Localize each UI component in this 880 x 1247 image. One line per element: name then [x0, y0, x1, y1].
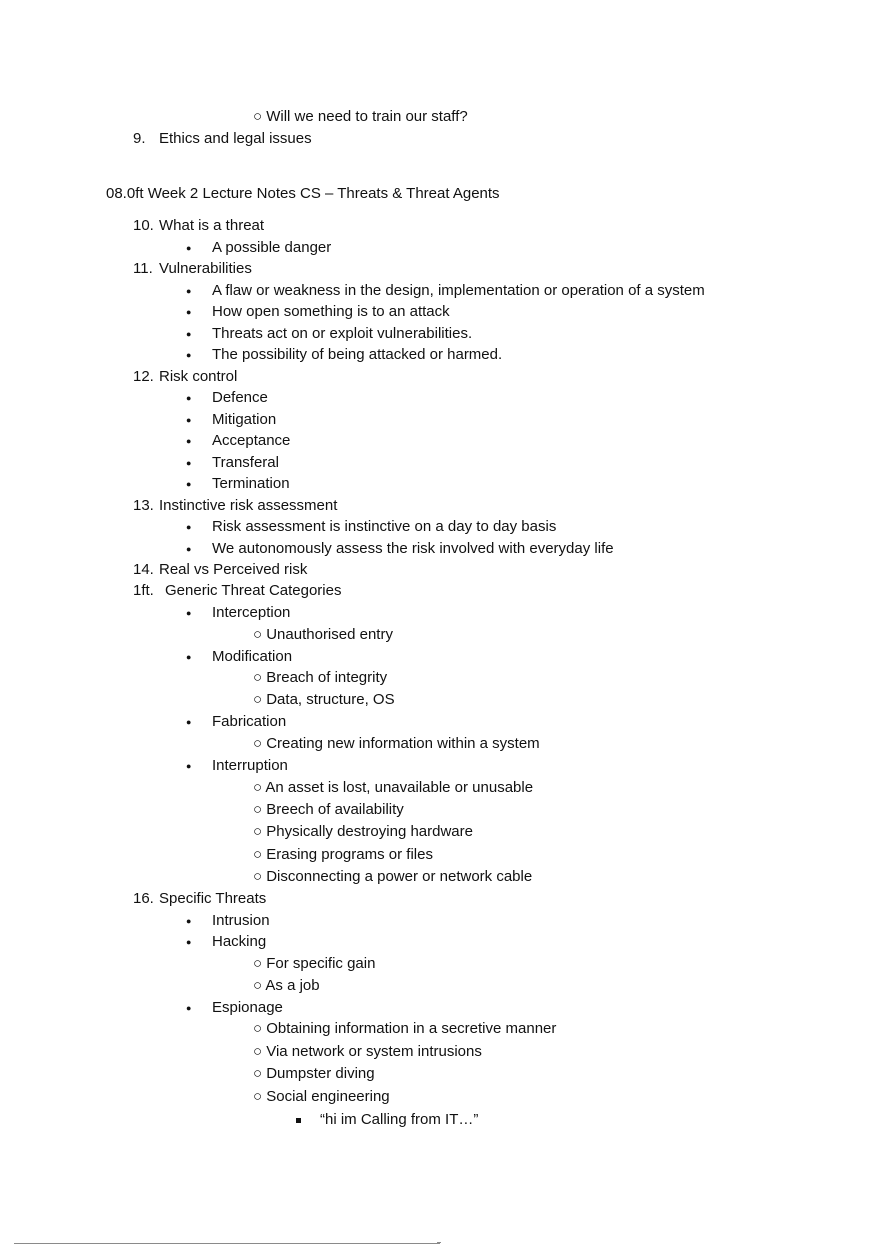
list-label: Generic Threat Categories: [165, 582, 342, 599]
bullet-item: Interception: [212, 604, 291, 621]
list-number: 14.: [133, 561, 154, 578]
list-label: Risk control: [159, 368, 238, 385]
bullet-icon: ●: [186, 286, 192, 296]
bullet-item: Defence: [212, 389, 268, 406]
bullet-icon: ●: [186, 937, 192, 947]
bullet-item: Fabrication: [212, 713, 287, 730]
bullet-item: Intrusion: [212, 912, 270, 929]
bullet-icon: ●: [186, 329, 192, 339]
list-item-16: [133, 889, 266, 909]
list-number: 11.: [133, 260, 153, 277]
bullet-item: Interruption: [212, 757, 288, 774]
sub-item: ○ Unauthorised entry: [253, 626, 393, 643]
list-label: Specific Threats: [159, 890, 267, 907]
bullet-item: Hacking: [212, 933, 267, 950]
bullet-item: A possible danger: [212, 239, 332, 256]
list-number: 10.: [133, 217, 154, 234]
bullet-icon: ●: [186, 393, 192, 403]
list-label: Real vs Perceived risk: [159, 561, 308, 578]
bullet-item: Threats act on or exploit vulnerabilities.: [212, 325, 473, 342]
bullet-icon: ●: [186, 608, 192, 618]
bullet-item: A flaw or weakness in the design, implementation or operation of a system: [212, 282, 705, 299]
sub-item: ○ Dumpster diving: [253, 1065, 375, 1082]
sub-item: ○ Data, structure, OS: [253, 691, 395, 708]
bullet-icon: ●: [186, 717, 192, 727]
bullet-icon: ●: [186, 652, 192, 662]
sub-item: ○ For specific gain: [253, 955, 376, 972]
bullet-icon: ●: [186, 761, 192, 771]
list-item-12: [133, 367, 237, 387]
bullet-icon: ●: [186, 243, 192, 253]
sub-item: ○ As a job: [253, 977, 320, 994]
list-number: 12.: [133, 368, 154, 385]
bullet-item: The possibility of being attacked or harmed.: [212, 346, 503, 363]
sub-item: ○ Via network or system intrusions: [253, 1043, 482, 1060]
sub-item: ○ Obtaining information in a secretive manner: [253, 1020, 557, 1037]
bullet-icon: ●: [186, 522, 192, 532]
bullet-icon: ●: [186, 479, 192, 489]
bullet-icon: ●: [186, 1003, 192, 1013]
bullet-icon: ●: [186, 916, 192, 926]
bullet-item: Transferal: [212, 454, 279, 471]
list-label: What is a threat: [159, 217, 265, 234]
bullet-item: Mitigation: [212, 411, 277, 428]
bullet-item: Termination: [212, 475, 290, 492]
bullet-icon: ●: [186, 350, 192, 360]
list-item-15: [133, 581, 341, 601]
bullet-item: We autonomously assess the risk involved with everyday life: [212, 540, 614, 557]
sub-item: ○ An asset is lost, unavailable or unusable: [253, 779, 534, 796]
sub-item: ○ Creating new information within a system: [253, 735, 540, 752]
list-item-10: [133, 216, 264, 236]
list-label: Vulnerabilities: [159, 260, 252, 277]
list-label: Ethics and legal issues: [159, 130, 312, 147]
list-item-13: [133, 496, 337, 516]
section-heading: 08.0ft Week 2 Lecture Notes CS – Threats & Threat Agents: [106, 185, 500, 202]
sub-item: ○ Social engineering: [253, 1088, 390, 1105]
list-label: Instinctive risk assessment: [159, 497, 338, 514]
sub-item: ○ Breach of integrity: [253, 669, 388, 686]
bullet-item: How open something is to an attack: [212, 303, 450, 320]
list-number: 13.: [133, 497, 154, 514]
list-number: 16.: [133, 890, 154, 907]
bullet-icon: ●: [186, 415, 192, 425]
bullet-icon: ●: [186, 307, 192, 317]
sub-item: ○ Erasing programs or files: [253, 846, 433, 863]
square-bullet-icon: [296, 1118, 301, 1123]
bullet-icon: ●: [186, 544, 192, 554]
bullet-icon: ●: [186, 436, 192, 446]
footer-divider-end: [437, 1242, 441, 1243]
quote-item: “hi im Calling from IT…”: [320, 1111, 479, 1128]
list-number: 1ft.: [133, 582, 154, 599]
bullet-icon: ●: [186, 458, 192, 468]
list-item-11: [133, 259, 252, 279]
list-item-14: [133, 560, 307, 580]
sub-item: ○ Will we need to train our staff?: [253, 108, 468, 125]
list-number: 9.: [133, 130, 146, 147]
bullet-item: Acceptance: [212, 432, 291, 449]
list-item-9: [133, 129, 312, 149]
sub-item: ○ Breech of availability: [253, 801, 404, 818]
bullet-item: Espionage: [212, 999, 283, 1016]
bullet-item: Risk assessment is instinctive on a day to day basis: [212, 518, 557, 535]
bullet-item: Modification: [212, 648, 293, 665]
sub-item: ○ Disconnecting a power or network cable: [253, 868, 533, 885]
footer-divider: [14, 1243, 440, 1244]
sub-item: ○ Physically destroying hardware: [253, 823, 473, 840]
